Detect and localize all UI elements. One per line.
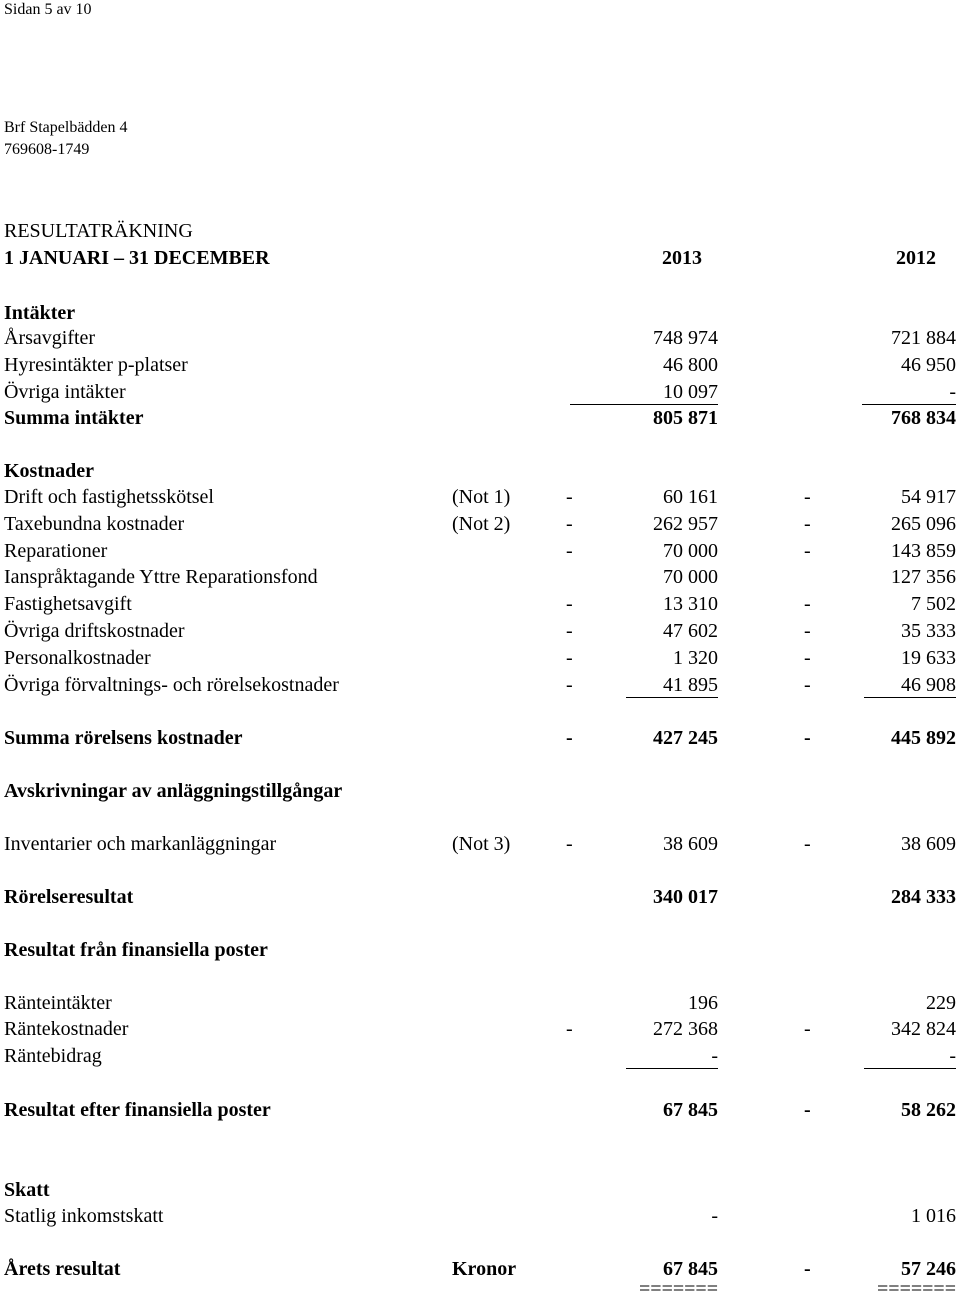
cost-row-2013: 262 957 (653, 513, 718, 535)
report-title: RESULTATRÄKNING (4, 220, 193, 242)
cost-row-label: Övriga förvaltnings- och rörelsekostnader (4, 674, 339, 696)
financial-total-sign-2012: - (804, 1099, 811, 1121)
cost-row-2013: 47 602 (663, 620, 718, 642)
financial-total-label: Resultat efter finansiella poster (4, 1099, 271, 1121)
cost-row-label: Personalkostnader (4, 647, 151, 669)
cost-row-label: Reparationer (4, 540, 108, 562)
annual-result-2013: 67 845 (663, 1258, 718, 1280)
cost-row-sign-2013: - (566, 486, 573, 508)
income-row-2012: 721 884 (891, 327, 956, 349)
financial-heading: Resultat från finansiella poster (4, 939, 268, 961)
cost-row-sign-2012: - (804, 647, 811, 669)
cost-row-2012: 265 096 (891, 513, 956, 535)
cost-row-label: Ianspråktagande Yttre Reparationsfond (4, 566, 318, 588)
annual-result-2012: 57 246 (901, 1258, 956, 1280)
cost-row-sign-2013: - (566, 674, 573, 696)
costs-total-2013: 427 245 (653, 727, 718, 749)
cost-row-2012: 54 917 (901, 486, 956, 508)
annual-result-unit: Kronor (452, 1258, 517, 1280)
cost-row-sign-2013: - (566, 540, 573, 562)
cost-row-label: Drift och fastighetsskötsel (4, 486, 214, 508)
financial-row-2012: 342 824 (891, 1018, 956, 1040)
financial-row-2013: 196 (688, 992, 718, 1014)
income-row-2012: 46 950 (901, 354, 956, 376)
cost-row-sign-2012: - (804, 486, 811, 508)
income-total-2012: 768 834 (891, 407, 956, 429)
cost-row-2013: 1 320 (673, 647, 718, 669)
depreciation-row-note: (Not 3) (452, 833, 511, 855)
cost-row-2013: 60 161 (663, 486, 718, 508)
tax-row-2013: - (711, 1205, 718, 1227)
annual-result-label: Årets resultat (4, 1258, 121, 1280)
cost-row-2012: 46 908 (864, 673, 956, 698)
financial-row-label: Ränteintäkter (4, 992, 112, 1014)
cost-row-2013: 13 310 (663, 593, 718, 615)
tax-row-label: Statlig inkomstskatt (4, 1205, 164, 1227)
cost-row-2013: 70 000 (663, 566, 718, 588)
cost-row-2012: 19 633 (901, 647, 956, 669)
column-header-2013: 2013 (662, 247, 702, 269)
financial-total-2012: 58 262 (901, 1099, 956, 1121)
income-row-2013: 748 974 (653, 327, 718, 349)
cost-row-label: Fastighetsavgift (4, 593, 132, 615)
tax-heading: Skatt (4, 1179, 50, 1201)
income-row-2013: 10 097 (570, 380, 718, 405)
annual-result-sign-2012: - (804, 1258, 811, 1280)
cost-row-2013: 41 895 (626, 673, 718, 698)
costs-heading: Kostnader (4, 460, 94, 482)
cost-row-note: (Not 1) (452, 486, 511, 508)
cost-row-sign-2012: - (804, 593, 811, 615)
cost-row-sign-2012: - (804, 620, 811, 642)
income-row-label: Hyresintäkter p-platser (4, 354, 188, 376)
cost-row-2012: 7 502 (911, 593, 956, 615)
cost-row-2013: 70 000 (663, 540, 718, 562)
financial-row-label: Räntekostnader (4, 1018, 129, 1040)
costs-total-sign-2013: - (566, 727, 573, 749)
cost-row-sign-2012: - (804, 540, 811, 562)
financial-row-2012: - (864, 1044, 956, 1069)
cost-row-sign-2013: - (566, 620, 573, 642)
financial-row-2012: 229 (926, 992, 956, 1014)
cost-row-label: Övriga driftskostnader (4, 620, 185, 642)
financial-row-sign-2013: - (566, 1018, 573, 1040)
cost-row-sign-2012: - (804, 513, 811, 535)
cost-row-sign-2013: - (566, 647, 573, 669)
income-heading: Intäkter (4, 302, 76, 324)
depreciation-row-label: Inventarier och markanläggningar (4, 833, 277, 855)
cost-row-sign-2013: - (566, 513, 573, 535)
financial-row-sign-2012: - (804, 1018, 811, 1040)
costs-total-label: Summa rörelsens kostnader (4, 727, 243, 749)
operating-result-2013: 340 017 (653, 886, 718, 908)
financial-row-2013: 272 368 (653, 1018, 718, 1040)
costs-total-2012: 445 892 (891, 727, 956, 749)
depreciation-row-2012: 38 609 (901, 833, 956, 855)
depreciation-row-sign-2013: - (566, 833, 573, 855)
income-row-label: Övriga intäkter (4, 381, 126, 403)
operating-result-2012: 284 333 (891, 886, 956, 908)
financial-total-2013: 67 845 (663, 1099, 718, 1121)
income-row-2012: - (862, 380, 956, 405)
column-header-2012: 2012 (896, 247, 936, 269)
double-rule-2012: ======= (877, 1278, 956, 1300)
cost-row-2012: 35 333 (901, 620, 956, 642)
org-name: Brf Stapelbädden 4 (4, 119, 128, 136)
cost-row-2012: 127 356 (891, 566, 956, 588)
cost-row-2012: 143 859 (891, 540, 956, 562)
page-label: Sidan 5 av 10 (4, 1, 92, 18)
financial-row-2013: - (626, 1044, 718, 1069)
cost-row-sign-2012: - (804, 674, 811, 696)
costs-total-sign-2012: - (804, 727, 811, 749)
org-number: 769608-1749 (4, 141, 90, 158)
report-period: 1 JANUARI – 31 DECEMBER (4, 247, 270, 269)
operating-result-label: Rörelseresultat (4, 886, 134, 908)
depreciation-row-sign-2012: - (804, 833, 811, 855)
depreciation-row-2013: 38 609 (663, 833, 718, 855)
tax-row-2012: 1 016 (911, 1205, 956, 1227)
financial-row-label: Räntebidrag (4, 1045, 102, 1067)
income-total-label: Summa intäkter (4, 407, 144, 429)
income-total-2013: 805 871 (653, 407, 718, 429)
income-row-label: Årsavgifter (4, 327, 96, 349)
cost-row-note: (Not 2) (452, 513, 511, 535)
cost-row-sign-2013: - (566, 593, 573, 615)
cost-row-label: Taxebundna kostnader (4, 513, 185, 535)
depreciation-heading: Avskrivningar av anläggningstillgångar (4, 780, 343, 802)
double-rule-2013: ======= (639, 1278, 718, 1300)
income-row-2013: 46 800 (663, 354, 718, 376)
